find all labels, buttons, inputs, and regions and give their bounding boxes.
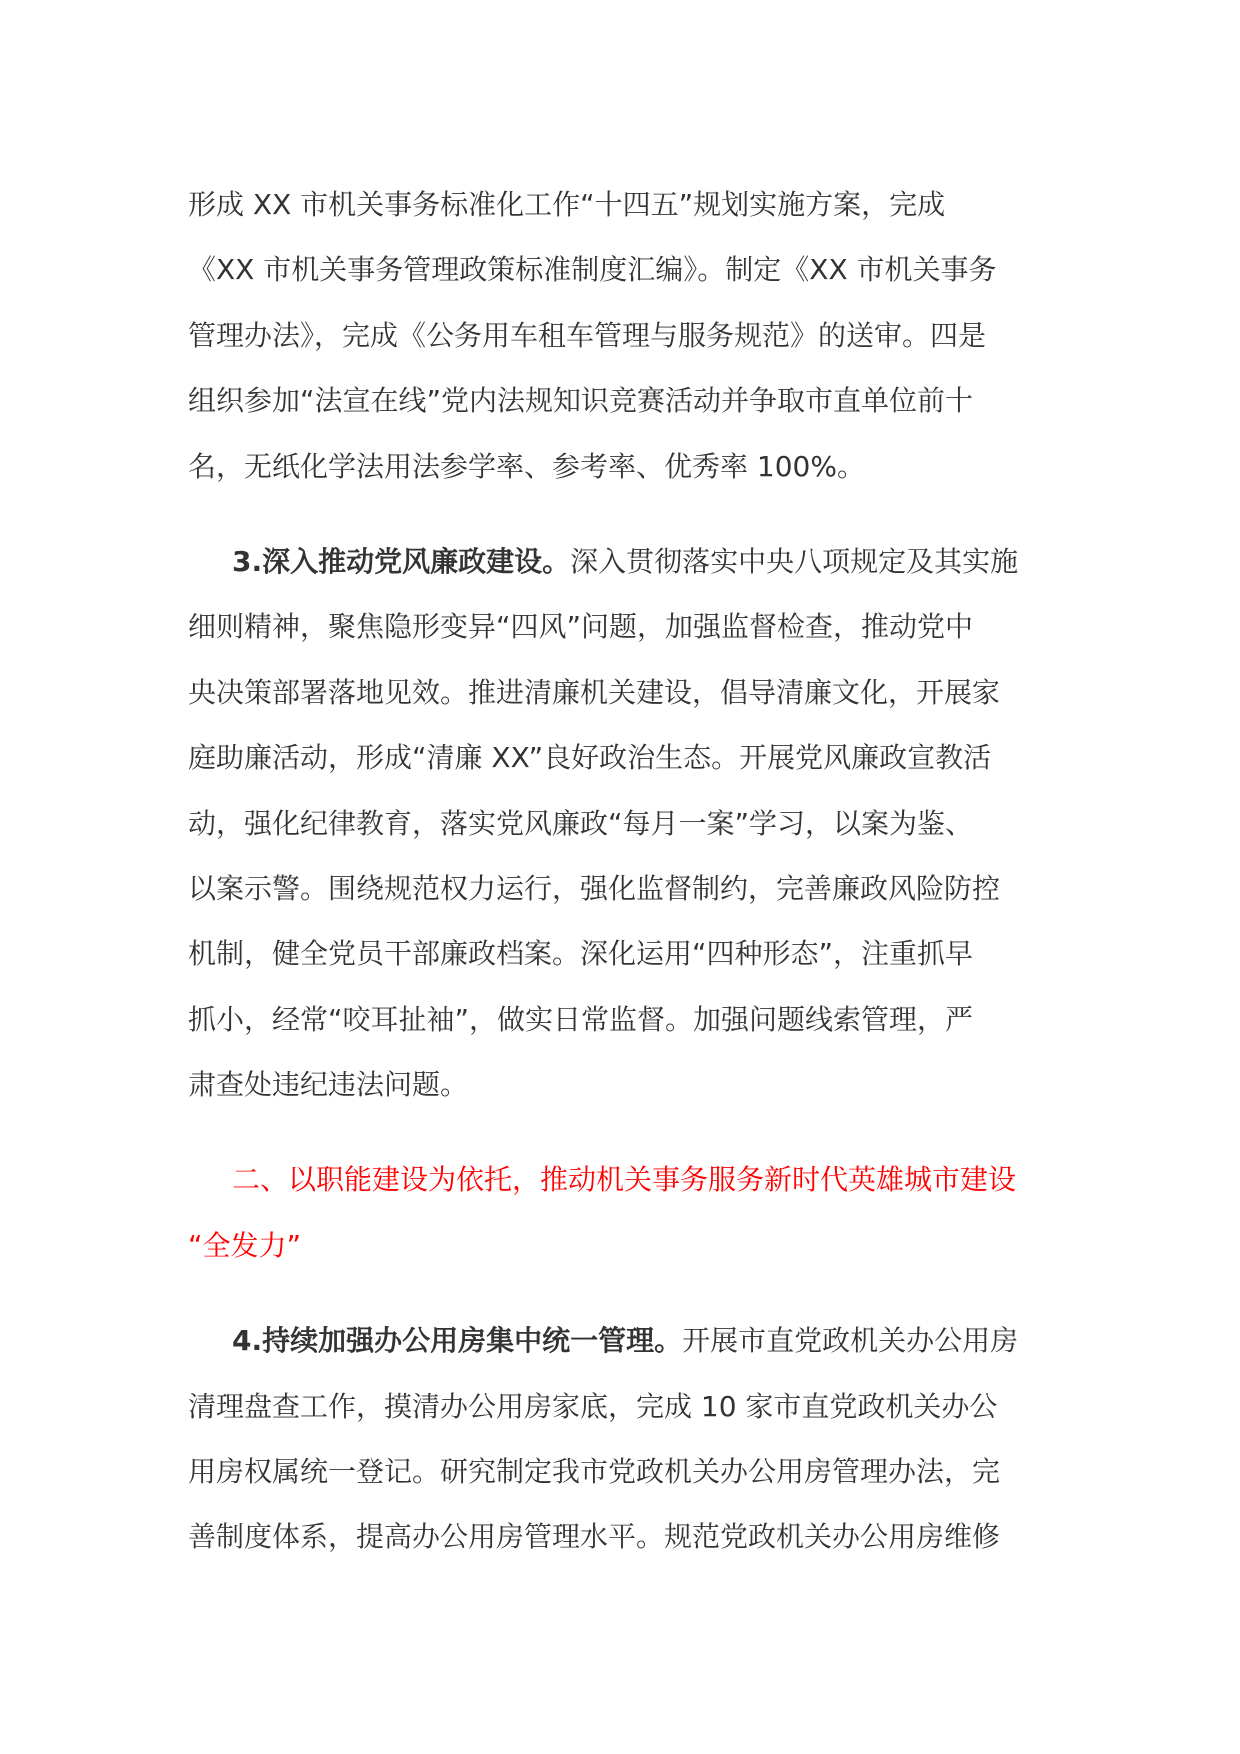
text-line: 善制度体系，提高办公用房管理水平。规范党政机关办公用房维修 (188, 1520, 1001, 1554)
text-run: 开展市直党政机关办公用房 (682, 1324, 1019, 1358)
text-line: 管理办法》，完成《公务用车租车管理与服务规范》的送审。四是 (188, 318, 987, 352)
text-line: 用房权属统一登记。研究制定我市党政机关办公用房管理办法，完 (188, 1455, 1001, 1489)
section-heading-line: 二、以职能建设为依托，推动机关事务服务新时代英雄城市建设 (232, 1163, 1017, 1197)
text-line: 《XX 市机关事务管理政策标准制度汇编》。制定《XX 市机关事务 (188, 253, 997, 287)
text-run: 深入贯彻落实中央八项规定及其实施 (570, 544, 1019, 578)
item-heading-4: 4.持续加强办公用房集中统一管理。 (232, 1324, 683, 1358)
text-line-first (188, 529, 1064, 594)
paragraph-office-space (188, 1308, 1064, 1570)
document-body (188, 172, 1064, 1570)
text-line: 名，无纸化学法用法参学率、参考率、优秀率 100%。 (188, 449, 865, 483)
section-heading-line: “全发力” (188, 1228, 302, 1262)
text-line: 细则精神，聚焦隐形变异“四风”问题，加强监督检查，推动党中 (188, 610, 974, 644)
item-heading-3: 3.深入推动党风廉政建设。 (232, 544, 571, 578)
text-line: 形成 XX 市机关事务标准化工作“十四五”规划实施方案，完成 (188, 188, 946, 221)
text-line: 庭助廉活动，形成“清廉 XX”良好政治生态。开展党风廉政宣教活 (188, 741, 992, 775)
text-line: 以案示警。围绕规范权力运行，强化监督制约，完善廉政风险防控 (188, 871, 1001, 905)
section-heading-2 (188, 1147, 1064, 1278)
text-line: 央决策部署落地见效。推进清廉机关建设，倡导清廉文化，开展家 (188, 675, 1001, 709)
text-line: 肃查处违纪违法问题。 (188, 1068, 469, 1102)
text-line: 组织参加“法宣在线”党内法规知识竞赛活动并争取市直单位前十 (188, 384, 974, 418)
paragraph-integrity-building (188, 529, 1064, 1118)
text-line: 动，强化纪律教育，落实党风廉政“每月一案”学习，以案为鉴、 (188, 806, 974, 840)
paragraph-standardization (188, 172, 1064, 499)
text-line: 清理盘查工作，摸清办公用房家底，完成 10 家市直党政机关办公 (188, 1389, 998, 1423)
text-line-first (188, 1308, 1064, 1373)
text-line: 机制，健全党员干部廉政档案。深化运用“四种形态”，注重抓早 (188, 937, 974, 971)
text-line: 抓小，经常“咬耳扯袖”，做实日常监督。加强问题线索管理，严 (188, 1002, 974, 1036)
